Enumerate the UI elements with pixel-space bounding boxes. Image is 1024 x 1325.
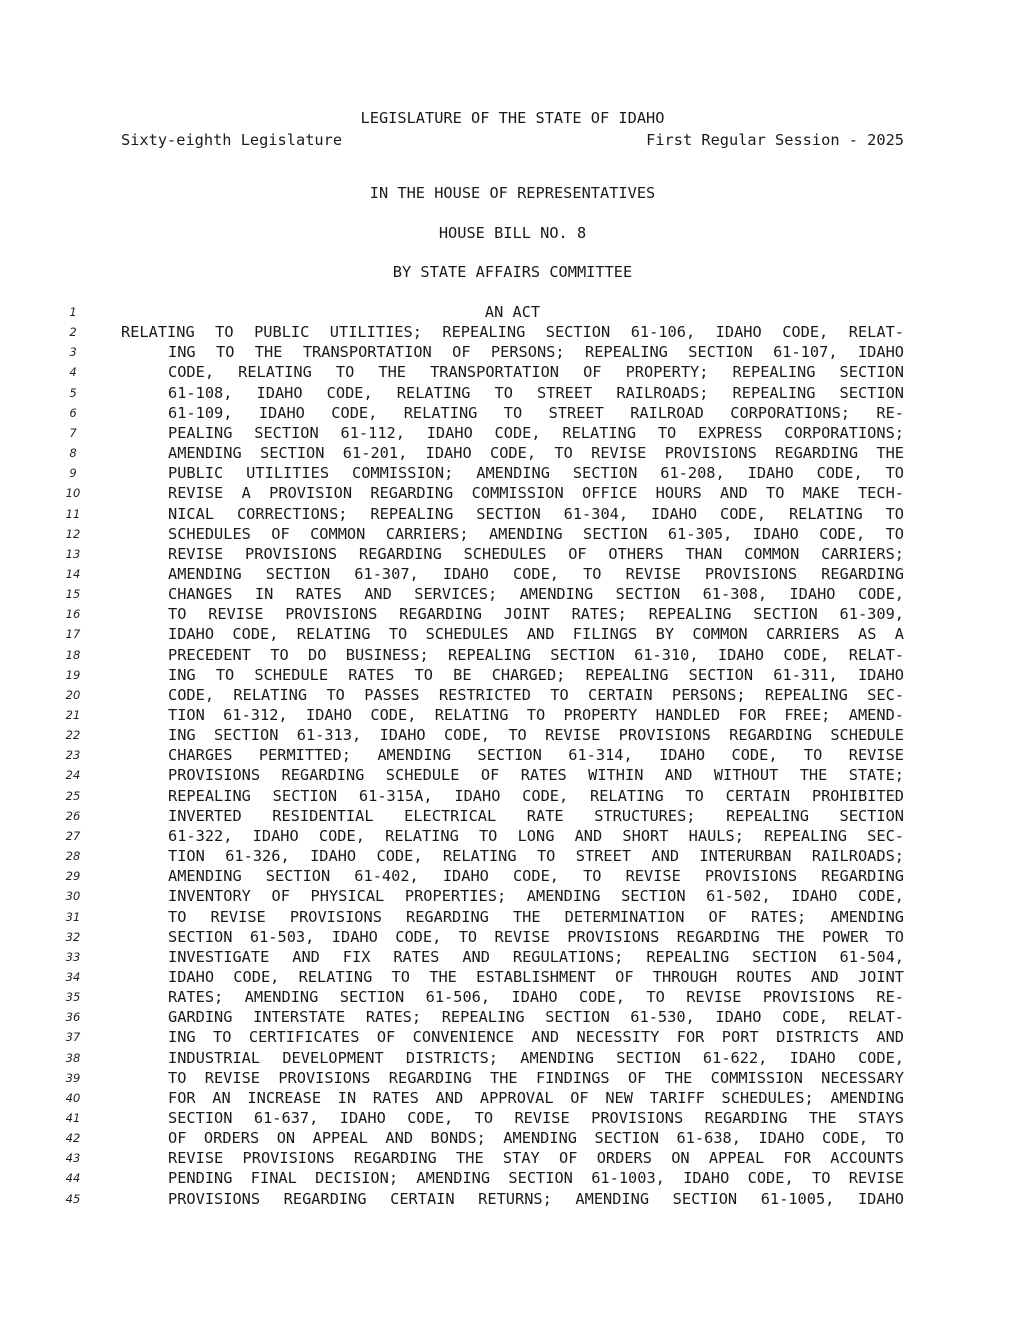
- bill-text-line: TO REVISE PROVISIONS REGARDING THE FINDINGS OF THE COMMISSION NECESSARY: [168, 1068, 904, 1087]
- session-label: First Regular Session - 2025: [646, 131, 904, 149]
- bill-text-line: PEALING SECTION 61-112, IDAHO CODE, RELATING TO EXPRESS CORPORATIONS;: [168, 423, 904, 442]
- bill-text-line: ING TO SCHEDULE RATES TO BE CHARGED; REPEALING SECTION 61-311, IDAHO: [168, 665, 904, 684]
- bill-text-line: RATES; AMENDING SECTION 61-506, IDAHO CODE, TO REVISE PROVISIONS RE-: [168, 988, 904, 1007]
- line-number: 38: [65, 1050, 81, 1065]
- line-number: 31: [65, 909, 81, 924]
- bill-text-line: CODE, RELATING TO THE TRANSPORTATION OF PROPERTY; REPEALING SECTION: [168, 363, 904, 382]
- line-number: 16: [65, 607, 81, 622]
- bill-text-line: TO REVISE PROVISIONS REGARDING THE DETERMINATION OF RATES; AMENDING: [168, 907, 904, 926]
- legislature-number: Sixty-eighth Legislature: [121, 131, 343, 149]
- bill-text-line: FOR AN INCREASE IN RATES AND APPROVAL OF NEW TARIFF SCHEDULES; AMENDING: [168, 1088, 904, 1107]
- bill-text-line: INVERTED RESIDENTIAL ELECTRICAL RATE STRUCTURES; REPEALING SECTION: [168, 806, 904, 825]
- line-number: 12: [65, 526, 81, 541]
- line-number: 41: [65, 1111, 81, 1125]
- line-number: 40: [65, 1090, 81, 1105]
- bill-text-line: CHANGES IN RATES AND SERVICES; AMENDING SECTION 61-308, IDAHO CODE,: [168, 585, 904, 604]
- bill-text-line: PENDING FINAL DECISION; AMENDING SECTION 61-1003, IDAHO CODE, TO REVISE: [168, 1169, 904, 1188]
- bill-text-line: REVISE PROVISIONS REGARDING THE STAY OF ORDERS ON APPEAL FOR ACCOUNTS: [168, 1149, 904, 1168]
- line-number: 24: [65, 768, 81, 783]
- line-number: 17: [65, 627, 81, 642]
- line-number: 44: [65, 1171, 81, 1186]
- line-number: 36: [65, 1010, 81, 1025]
- line-number: 22: [65, 728, 81, 743]
- line-number: 4: [69, 365, 77, 380]
- bill-text-line: INVENTORY OF PHYSICAL PROPERTIES; AMENDING SECTION 61-502, IDAHO CODE,: [168, 887, 904, 906]
- line-number: 14: [65, 566, 81, 581]
- line-number: 15: [65, 587, 81, 602]
- bill-text-line: SCHEDULES OF COMMON CARRIERS; AMENDING SECTION 61-305, IDAHO CODE, TO: [168, 524, 904, 543]
- sponsor-label: BY STATE AFFAIRS COMMITTEE: [392, 263, 633, 281]
- bill-text-line: 61-322, IDAHO CODE, RELATING TO LONG AND SHORT HAULS; REPEALING SEC-: [168, 826, 904, 845]
- session-line: [121, 130, 904, 150]
- line-number: 13: [65, 546, 81, 561]
- bill-text-line: PROVISIONS REGARDING CERTAIN RETURNS; AMENDING SECTION 61-1005, IDAHO: [168, 1189, 904, 1208]
- bill-text-line: NICAL CORRECTIONS; REPEALING SECTION 61-304, IDAHO CODE, RELATING TO: [168, 504, 904, 523]
- bill-text-line: PRECEDENT TO DO BUSINESS; REPEALING SECTION 61-310, IDAHO CODE, RELAT-: [168, 645, 904, 664]
- line-number: 9: [69, 466, 77, 481]
- line-number: 45: [65, 1191, 81, 1206]
- legislature-title: LEGISLATURE OF THE STATE OF IDAHO: [360, 109, 665, 127]
- line-number: 6: [69, 405, 77, 420]
- bill-text-line: INDUSTRIAL DEVELOPMENT DISTRICTS; AMENDING SECTION 61-622, IDAHO CODE,: [168, 1048, 904, 1067]
- bill-text-line: PROVISIONS REGARDING SCHEDULE OF RATES WITHIN AND WITHOUT THE STATE;: [168, 766, 904, 785]
- act-title: AN ACT: [484, 303, 541, 321]
- bill-text-line: REVISE A PROVISION REGARDING COMMISSION OFFICE HOURS AND TO MAKE TECH-: [168, 484, 904, 503]
- bill-text-line: RELATING TO PUBLIC UTILITIES; REPEALING SECTION 61-106, IDAHO CODE, RELAT-: [121, 323, 904, 342]
- bill-text-line: SECTION 61-637, IDAHO CODE, TO REVISE PROVISIONS REGARDING THE STAYS: [168, 1109, 904, 1127]
- line-number: 33: [65, 949, 81, 964]
- bill-text-line: OF ORDERS ON APPEAL AND BONDS; AMENDING SECTION 61-638, IDAHO CODE, TO: [168, 1129, 904, 1148]
- line-number: 26: [65, 808, 81, 823]
- line-number: 8: [69, 446, 77, 461]
- bill-text-line: 61-109, IDAHO CODE, RELATING TO STREET RAILROAD CORPORATIONS; RE-: [168, 403, 904, 422]
- bill-text-line: IDAHO CODE, RELATING TO THE ESTABLISHMENT OF THROUGH ROUTES AND JOINT: [168, 967, 904, 986]
- line-number: 32: [65, 929, 81, 944]
- bill-text-line: ING TO THE TRANSPORTATION OF PERSONS; REPEALING SECTION 61-107, IDAHO: [168, 343, 904, 362]
- line-number: 10: [65, 486, 81, 501]
- line-number: 42: [65, 1131, 81, 1146]
- bill-number: HOUSE BILL NO. 8: [438, 224, 587, 242]
- bill-text-line: AMENDING SECTION 61-402, IDAHO CODE, TO REVISE PROVISIONS REGARDING: [168, 867, 904, 886]
- line-number: 39: [65, 1070, 81, 1085]
- line-number: 2: [69, 325, 77, 340]
- line-number: 30: [65, 889, 81, 904]
- bill-text-line: TION 61-312, IDAHO CODE, RELATING TO PROPERTY HANDLED FOR FREE; AMEND-: [168, 706, 904, 724]
- line-number: 5: [69, 385, 77, 400]
- bill-text-line: CODE, RELATING TO PASSES RESTRICTED TO CERTAIN PERSONS; REPEALING SEC-: [168, 685, 904, 704]
- line-number: 27: [65, 828, 81, 843]
- line-number: 29: [65, 869, 81, 884]
- bill-text-line: PUBLIC UTILITIES COMMISSION; AMENDING SECTION 61-208, IDAHO CODE, TO: [168, 464, 904, 483]
- line-number: 35: [65, 990, 81, 1005]
- line-number: 7: [69, 425, 77, 440]
- bill-text-line: IDAHO CODE, RELATING TO SCHEDULES AND FILINGS BY COMMON CARRIERS AS A: [168, 625, 904, 644]
- line-number: 11: [65, 506, 81, 521]
- line-number: 18: [65, 647, 81, 662]
- line-number: 19: [65, 667, 81, 682]
- bill-text-line: TO REVISE PROVISIONS REGARDING JOINT RATES; REPEALING SECTION 61-309,: [168, 605, 904, 624]
- line-number: 23: [65, 748, 81, 763]
- line-number: 43: [65, 1151, 81, 1166]
- bill-text-line: ING SECTION 61-313, IDAHO CODE, TO REVISE PROVISIONS REGARDING SCHEDULE: [168, 726, 904, 745]
- line-number: 20: [65, 687, 81, 702]
- bill-text-line: AMENDING SECTION 61-201, IDAHO CODE, TO REVISE PROVISIONS REGARDING THE: [168, 444, 904, 463]
- bill-text-line: 61-108, IDAHO CODE, RELATING TO STREET RAILROADS; REPEALING SECTION: [168, 383, 904, 402]
- bill-text-line: AMENDING SECTION 61-307, IDAHO CODE, TO REVISE PROVISIONS REGARDING: [168, 564, 904, 583]
- line-number: 37: [65, 1030, 81, 1045]
- line-number: 25: [65, 788, 81, 803]
- line-number: 3: [69, 345, 77, 360]
- bill-text-line: TION 61-326, IDAHO CODE, RELATING TO STREET AND INTERURBAN RAILROADS;: [168, 847, 904, 866]
- bill-text-line: GARDING INTERSTATE RATES; REPEALING SECTION 61-530, IDAHO CODE, RELAT-: [168, 1008, 904, 1027]
- bill-text-line: REVISE PROVISIONS REGARDING SCHEDULES OF OTHERS THAN COMMON CARRIERS;: [168, 544, 904, 563]
- bill-text-line: REPEALING SECTION 61-315A, IDAHO CODE, RELATING TO CERTAIN PROHIBITED: [168, 786, 904, 805]
- bill-text-line: CHARGES PERMITTED; AMENDING SECTION 61-314, IDAHO CODE, TO REVISE: [168, 746, 904, 765]
- line-number: 28: [65, 849, 81, 864]
- bill-text-line: ING TO CERTIFICATES OF CONVENIENCE AND NECESSITY FOR PORT DISTRICTS AND: [168, 1028, 904, 1047]
- line-number: 34: [65, 969, 81, 984]
- bill-text-line: INVESTIGATE AND FIX RATES AND REGULATIONS; REPEALING SECTION 61-504,: [168, 947, 904, 966]
- line-number: 21: [65, 708, 81, 722]
- line-number: 1: [69, 305, 77, 319]
- bill-text-line: SECTION 61-503, IDAHO CODE, TO REVISE PROVISIONS REGARDING THE POWER TO: [168, 927, 904, 946]
- chamber-label: IN THE HOUSE OF REPRESENTATIVES: [369, 184, 656, 202]
